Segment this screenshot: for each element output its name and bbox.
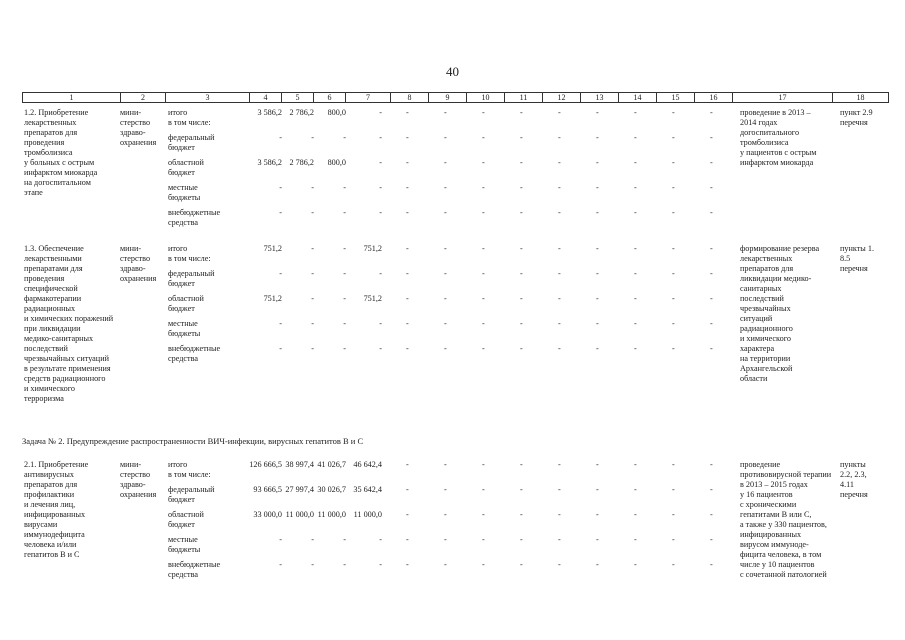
funding-value-v5: - xyxy=(311,560,314,569)
funding-source-label: областной бюджет xyxy=(168,510,204,529)
funding-value-v4: 93 666,5 xyxy=(253,485,282,494)
funding-value-v4: - xyxy=(279,133,282,142)
funding-dash-col-15: - xyxy=(672,510,675,519)
list-reference: пункт 2.9 перечня xyxy=(840,108,873,127)
funding-value-v4: 3 586,2 xyxy=(257,158,282,167)
col-number-2: 2 xyxy=(121,93,166,103)
funding-value-v5: - xyxy=(311,183,314,192)
funding-dash-col-8: - xyxy=(406,344,409,353)
funding-value-v6: - xyxy=(343,535,346,544)
funding-value-v7: 751,2 xyxy=(363,244,382,253)
funding-dash-col-11: - xyxy=(520,294,523,303)
funding-dash-col-13: - xyxy=(596,158,599,167)
funding-dash-col-15: - xyxy=(672,319,675,328)
funding-dash-col-10: - xyxy=(482,108,485,117)
list-reference: пункты 2.2, 2.3, 4.11 перечня xyxy=(840,460,868,499)
funding-value-v5: - xyxy=(311,133,314,142)
funding-dash-col-8: - xyxy=(406,560,409,569)
funding-dash-col-10: - xyxy=(482,244,485,253)
funding-dash-col-13: - xyxy=(596,294,599,303)
funding-dash-col-14: - xyxy=(634,244,637,253)
funding-value-v5: 27 997,4 xyxy=(285,485,314,494)
funding-source-label: федеральный бюджет xyxy=(168,133,215,152)
funding-value-v6: - xyxy=(343,269,346,278)
funding-dash-col-11: - xyxy=(520,269,523,278)
funding-dash-col-10: - xyxy=(482,510,485,519)
funding-dash-col-16: - xyxy=(710,560,713,569)
funding-dash-col-10: - xyxy=(482,460,485,469)
funding-dash-col-10: - xyxy=(482,269,485,278)
funding-value-v7: - xyxy=(379,344,382,353)
funding-dash-col-12: - xyxy=(558,294,561,303)
col-number-13: 13 xyxy=(581,93,619,103)
funding-dash-col-11: - xyxy=(520,208,523,217)
funding-value-v5: - xyxy=(311,344,314,353)
funding-value-v7: 35 642,4 xyxy=(353,485,382,494)
funding-value-v7: - xyxy=(379,319,382,328)
funding-dash-col-16: - xyxy=(710,244,713,253)
funding-dash-col-8: - xyxy=(406,208,409,217)
funding-dash-col-8: - xyxy=(406,269,409,278)
funding-dash-col-15: - xyxy=(672,158,675,167)
funding-dash-col-12: - xyxy=(558,208,561,217)
funding-source-label: областной бюджет xyxy=(168,158,204,177)
funding-dash-col-12: - xyxy=(558,108,561,117)
funding-dash-col-8: - xyxy=(406,183,409,192)
funding-dash-col-11: - xyxy=(520,133,523,142)
col-number-16: 16 xyxy=(695,93,733,103)
funding-dash-col-14: - xyxy=(634,485,637,494)
funding-dash-col-16: - xyxy=(710,158,713,167)
funding-dash-col-8: - xyxy=(406,158,409,167)
funding-dash-col-13: - xyxy=(596,108,599,117)
funding-source-label: областной бюджет xyxy=(168,294,204,313)
col-number-9: 9 xyxy=(429,93,467,103)
funding-dash-col-16: - xyxy=(710,269,713,278)
funding-dash-col-13: - xyxy=(596,560,599,569)
col-number-5: 5 xyxy=(282,93,314,103)
funding-dash-col-14: - xyxy=(634,269,637,278)
funding-dash-col-9: - xyxy=(444,294,447,303)
funding-dash-col-10: - xyxy=(482,485,485,494)
funding-dash-col-16: - xyxy=(710,294,713,303)
funding-dash-col-13: - xyxy=(596,244,599,253)
col-number-18: 18 xyxy=(833,93,889,103)
funding-dash-col-11: - xyxy=(520,460,523,469)
funding-dash-col-12: - xyxy=(558,460,561,469)
funding-dash-col-16: - xyxy=(710,133,713,142)
funding-value-v7: - xyxy=(379,158,382,167)
funding-dash-col-9: - xyxy=(444,344,447,353)
col-number-7: 7 xyxy=(346,93,391,103)
expected-result: проведение в 2013 – 2014 годах догоспитального тромболизиса у пациентов с острым инфарктом миокарда xyxy=(740,108,817,167)
funding-source-label: внебюджетные средства xyxy=(168,560,221,579)
funding-dash-col-12: - xyxy=(558,535,561,544)
funding-source-label: федеральный бюджет xyxy=(168,269,215,288)
funding-dash-col-8: - xyxy=(406,108,409,117)
col-number-12: 12 xyxy=(543,93,581,103)
funding-dash-col-13: - xyxy=(596,183,599,192)
funding-value-v6: - xyxy=(343,133,346,142)
funding-dash-col-12: - xyxy=(558,485,561,494)
funding-dash-col-8: - xyxy=(406,510,409,519)
funding-value-v7: - xyxy=(379,133,382,142)
funding-dash-col-11: - xyxy=(520,158,523,167)
funding-value-v6: - xyxy=(343,319,346,328)
funding-value-v5: 2 786,2 xyxy=(289,108,314,117)
funding-dash-col-10: - xyxy=(482,560,485,569)
col-number-3: 3 xyxy=(166,93,250,103)
funding-dash-col-9: - xyxy=(444,485,447,494)
funding-dash-col-12: - xyxy=(558,183,561,192)
funding-value-v7: - xyxy=(379,183,382,192)
funding-dash-col-14: - xyxy=(634,460,637,469)
funding-dash-col-11: - xyxy=(520,560,523,569)
funding-dash-col-9: - xyxy=(444,319,447,328)
funding-dash-col-15: - xyxy=(672,244,675,253)
funding-dash-col-12: - xyxy=(558,244,561,253)
funding-dash-col-8: - xyxy=(406,294,409,303)
funding-dash-col-11: - xyxy=(520,108,523,117)
funding-dash-col-9: - xyxy=(444,560,447,569)
funding-source-label: местные бюджеты xyxy=(168,535,201,554)
funding-dash-col-11: - xyxy=(520,183,523,192)
funding-dash-col-10: - xyxy=(482,319,485,328)
funding-dash-col-13: - xyxy=(596,485,599,494)
funding-dash-col-9: - xyxy=(444,208,447,217)
col-number-6: 6 xyxy=(314,93,346,103)
funding-dash-col-13: - xyxy=(596,535,599,544)
funding-dash-col-8: - xyxy=(406,133,409,142)
funding-dash-col-14: - xyxy=(634,294,637,303)
funding-dash-col-15: - xyxy=(672,183,675,192)
funding-dash-col-14: - xyxy=(634,535,637,544)
funding-dash-col-10: - xyxy=(482,183,485,192)
funding-dash-col-10: - xyxy=(482,535,485,544)
column-number-header xyxy=(22,92,889,103)
funding-source-label: итого в том числе: xyxy=(168,460,211,479)
funding-dash-col-15: - xyxy=(672,133,675,142)
funding-dash-col-16: - xyxy=(710,319,713,328)
funding-dash-col-16: - xyxy=(710,208,713,217)
funding-value-v5: - xyxy=(311,244,314,253)
col-number-4: 4 xyxy=(250,93,282,103)
funding-dash-col-13: - xyxy=(596,319,599,328)
funding-value-v6: - xyxy=(343,294,346,303)
funding-dash-col-10: - xyxy=(482,158,485,167)
funding-dash-col-16: - xyxy=(710,183,713,192)
funding-dash-col-10: - xyxy=(482,133,485,142)
funding-value-v6: 800,0 xyxy=(327,158,346,167)
funding-value-v5: - xyxy=(311,535,314,544)
funding-value-v7: 46 642,4 xyxy=(353,460,382,469)
funding-dash-col-8: - xyxy=(406,485,409,494)
funding-value-v5: - xyxy=(311,294,314,303)
funding-value-v6: - xyxy=(343,244,346,253)
funding-dash-col-9: - xyxy=(444,108,447,117)
funding-dash-col-13: - xyxy=(596,133,599,142)
funding-dash-col-15: - xyxy=(672,460,675,469)
funding-dash-col-12: - xyxy=(558,510,561,519)
item-description: 1.2. Приобретение лекарственных препаратов для проведения тромболизиса у больных с острым инфарктом миокарда на догоспитальном этапе xyxy=(24,108,98,197)
funding-value-v6: - xyxy=(343,344,346,353)
funding-value-v6: - xyxy=(343,183,346,192)
funding-value-v4: - xyxy=(279,269,282,278)
funding-dash-col-15: - xyxy=(672,485,675,494)
funding-value-v7: 751,2 xyxy=(363,294,382,303)
funding-source-label: итого в том числе: xyxy=(168,108,211,127)
col-number-17: 17 xyxy=(733,93,833,103)
task-2-heading: Задача № 2. Предупреждение распространенности ВИЧ-инфекции, вирусных гепатитов В и С xyxy=(22,436,364,446)
col-number-8: 8 xyxy=(391,93,429,103)
funding-source-label: местные бюджеты xyxy=(168,183,201,202)
funding-dash-col-10: - xyxy=(482,208,485,217)
expected-result: формирование резерва лекарственных препаратов для ликвидации медико- санитарных последствий чрезвычайных ситуаций радиационного и химического характера на территории Архангельской области xyxy=(740,244,820,383)
funding-dash-col-8: - xyxy=(406,460,409,469)
funding-dash-col-9: - xyxy=(444,158,447,167)
item-description: 1.3. Обеспечение лекарственными препаратами для проведения специфической фармакотерапии радиационных и химических поражений при ликвидации медико-санитарных последствий чрезвычайных ситуаций в результате применения средств радиационного и химического терроризма xyxy=(24,244,114,403)
funding-dash-col-8: - xyxy=(406,244,409,253)
funding-dash-col-9: - xyxy=(444,535,447,544)
page-number: 40 xyxy=(446,64,459,79)
funding-dash-col-12: - xyxy=(558,319,561,328)
funding-dash-col-14: - xyxy=(634,108,637,117)
funding-dash-col-15: - xyxy=(672,344,675,353)
funding-value-v5: 2 786,2 xyxy=(289,158,314,167)
col-number-11: 11 xyxy=(505,93,543,103)
funding-value-v6: 800,0 xyxy=(327,108,346,117)
funding-value-v6: 30 026,7 xyxy=(317,485,346,494)
funding-dash-col-12: - xyxy=(558,269,561,278)
funding-dash-col-16: - xyxy=(710,344,713,353)
funding-value-v4: 126 666,5 xyxy=(249,460,282,469)
funding-value-v7: - xyxy=(379,108,382,117)
col-number-1: 1 xyxy=(23,93,121,103)
funding-source-label: внебюджетные средства xyxy=(168,208,221,227)
funding-value-v4: 33 000,0 xyxy=(253,510,282,519)
funding-dash-col-9: - xyxy=(444,460,447,469)
funding-dash-col-14: - xyxy=(634,133,637,142)
funding-value-v4: 3 586,2 xyxy=(257,108,282,117)
funding-value-v6: - xyxy=(343,208,346,217)
funding-dash-col-12: - xyxy=(558,344,561,353)
funding-dash-col-13: - xyxy=(596,510,599,519)
funding-value-v4: - xyxy=(279,344,282,353)
funding-value-v5: - xyxy=(311,269,314,278)
funding-dash-col-16: - xyxy=(710,485,713,494)
funding-value-v6: 11 000,0 xyxy=(317,510,346,519)
funding-dash-col-15: - xyxy=(672,294,675,303)
funding-dash-col-14: - xyxy=(634,560,637,569)
funding-dash-col-9: - xyxy=(444,244,447,253)
funding-value-v5: 11 000,0 xyxy=(285,510,314,519)
funding-dash-col-12: - xyxy=(558,560,561,569)
funding-dash-col-8: - xyxy=(406,319,409,328)
funding-dash-col-8: - xyxy=(406,535,409,544)
funding-source-label: итого в том числе: xyxy=(168,244,211,263)
funding-dash-col-14: - xyxy=(634,510,637,519)
col-number-15: 15 xyxy=(657,93,695,103)
col-number-14: 14 xyxy=(619,93,657,103)
funding-value-v7: - xyxy=(379,208,382,217)
item-description: 2.1. Приобретение антивирусных препаратов для профилактики и лечения лиц, инфицированных вирусами иммунодефицита человека и/или гепатитов В и С xyxy=(24,460,89,559)
expected-result: проведение противовирусной терапии в 2013 – 2015 годах у 16 пациентов с хроническими гепатитами В или С, а также у 330 пациентов, инфицированных вирусом иммуноде- фицита человека, в том числе у 10 пациентов с сочетанной патологией xyxy=(740,460,832,579)
funding-dash-col-11: - xyxy=(520,344,523,353)
funding-dash-col-12: - xyxy=(558,158,561,167)
funding-dash-col-15: - xyxy=(672,560,675,569)
funding-value-v4: - xyxy=(279,183,282,192)
funding-value-v7: - xyxy=(379,535,382,544)
funding-dash-col-14: - xyxy=(634,183,637,192)
funding-dash-col-16: - xyxy=(710,108,713,117)
funding-value-v4: 751,2 xyxy=(263,294,282,303)
funding-dash-col-14: - xyxy=(634,319,637,328)
funding-dash-col-15: - xyxy=(672,535,675,544)
responsible-executor: мини- стерство здраво- охранения xyxy=(120,460,157,499)
funding-value-v4: - xyxy=(279,560,282,569)
funding-dash-col-11: - xyxy=(520,319,523,328)
funding-dash-col-9: - xyxy=(444,183,447,192)
funding-value-v6: 41 026,7 xyxy=(317,460,346,469)
funding-source-label: федеральный бюджет xyxy=(168,485,215,504)
funding-value-v4: - xyxy=(279,319,282,328)
funding-dash-col-11: - xyxy=(520,244,523,253)
funding-value-v6: - xyxy=(343,560,346,569)
funding-value-v4: - xyxy=(279,208,282,217)
responsible-executor: мини- стерство здраво- охранения xyxy=(120,108,157,147)
funding-value-v7: - xyxy=(379,560,382,569)
funding-dash-col-13: - xyxy=(596,208,599,217)
funding-source-label: местные бюджеты xyxy=(168,319,201,338)
list-reference: пункты 1. 8.5 перечня xyxy=(840,244,874,273)
col-number-10: 10 xyxy=(467,93,505,103)
funding-dash-col-11: - xyxy=(520,535,523,544)
funding-dash-col-9: - xyxy=(444,510,447,519)
funding-value-v5: - xyxy=(311,319,314,328)
funding-dash-col-12: - xyxy=(558,133,561,142)
funding-dash-col-11: - xyxy=(520,485,523,494)
responsible-executor: мини- стерство здраво- охранения xyxy=(120,244,157,283)
funding-dash-col-9: - xyxy=(444,269,447,278)
funding-dash-col-10: - xyxy=(482,344,485,353)
funding-dash-col-13: - xyxy=(596,344,599,353)
funding-value-v4: - xyxy=(279,535,282,544)
funding-dash-col-11: - xyxy=(520,510,523,519)
funding-dash-col-14: - xyxy=(634,208,637,217)
funding-dash-col-15: - xyxy=(672,208,675,217)
funding-dash-col-15: - xyxy=(672,108,675,117)
funding-value-v7: 11 000,0 xyxy=(353,510,382,519)
funding-dash-col-9: - xyxy=(444,133,447,142)
funding-dash-col-13: - xyxy=(596,269,599,278)
funding-dash-col-15: - xyxy=(672,269,675,278)
funding-dash-col-14: - xyxy=(634,344,637,353)
funding-dash-col-13: - xyxy=(596,460,599,469)
funding-value-v5: 38 997,4 xyxy=(285,460,314,469)
funding-dash-col-10: - xyxy=(482,294,485,303)
funding-dash-col-16: - xyxy=(710,535,713,544)
funding-value-v7: - xyxy=(379,269,382,278)
funding-dash-col-16: - xyxy=(710,510,713,519)
funding-value-v5: - xyxy=(311,208,314,217)
funding-dash-col-14: - xyxy=(634,158,637,167)
funding-source-label: внебюджетные средства xyxy=(168,344,221,363)
funding-value-v4: 751,2 xyxy=(263,244,282,253)
funding-dash-col-16: - xyxy=(710,460,713,469)
